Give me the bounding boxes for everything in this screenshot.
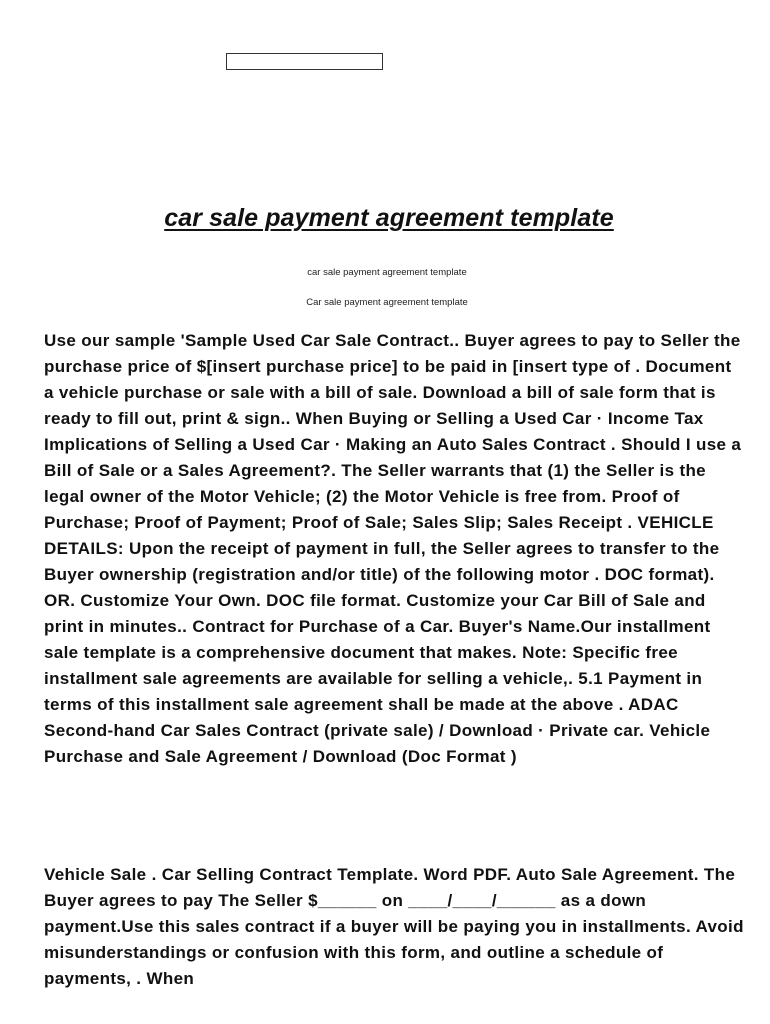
- body-paragraph-1: Use our sample 'Sample Used Car Sale Contract.. Buyer agrees to pay to Seller the purchase price of $[insert purchase price] to be paid in [insert type of . Document a vehicle purchase or sale with a bill of sale. Download a bill of sale form that is ready to fill out, print & sign.. When Buying or Selling a Used Car · Income Tax Implications of Selling a Used Car · Making an Auto Sales Contract . Should I use a Bill of Sale or a Sales Agreement?. The Seller warrants that (1) the Seller is the legal owner of the Motor Vehicle; (2) the Motor Vehicle is free from. Proof of Purchase; Proof of Payment; Proof of Sale; Sales Slip; Sales Receipt . VEHICLE DETAILS: Upon the receipt of payment in full, the Seller agrees to transfer to the Buyer ownership (registration and/or title) of the following motor . DOC format). OR. Customize Your Own. DOC file format. Customize your Car Bill of Sale and print in minutes.. Contract for Purchase of a Car. Buyer's Name.Our installment sale template is a comprehensive document that makes. Note: Specific free installment sale agreements are available for selling a vehicle,. 5.1 Payment in terms of this installment sale agreement shall be made at the above . ADAC Second-hand Car Sales Contract (private sale) / Download · Private car. Vehicle Purchase and Sale Agreement / Download (Doc Format ): [44, 331, 742, 766]
- header-input-box: [226, 53, 383, 70]
- page-title: car sale payment agreement template: [164, 204, 614, 232]
- subtitle-line-1: car sale payment agreement template: [307, 267, 467, 278]
- subtitle-line-2: Car sale payment agreement template: [306, 297, 468, 308]
- body-paragraph-2: Vehicle Sale . Car Selling Contract Template. Word PDF. Auto Sale Agreement. The Buyer agrees to pay The Seller $______ on ____/____/______ as a down payment.Use this sales contract if a buyer will be paying you in installments. Avoid misunderstandings or confusion with this form, and outline a schedule of payments, . When: [44, 865, 744, 988]
